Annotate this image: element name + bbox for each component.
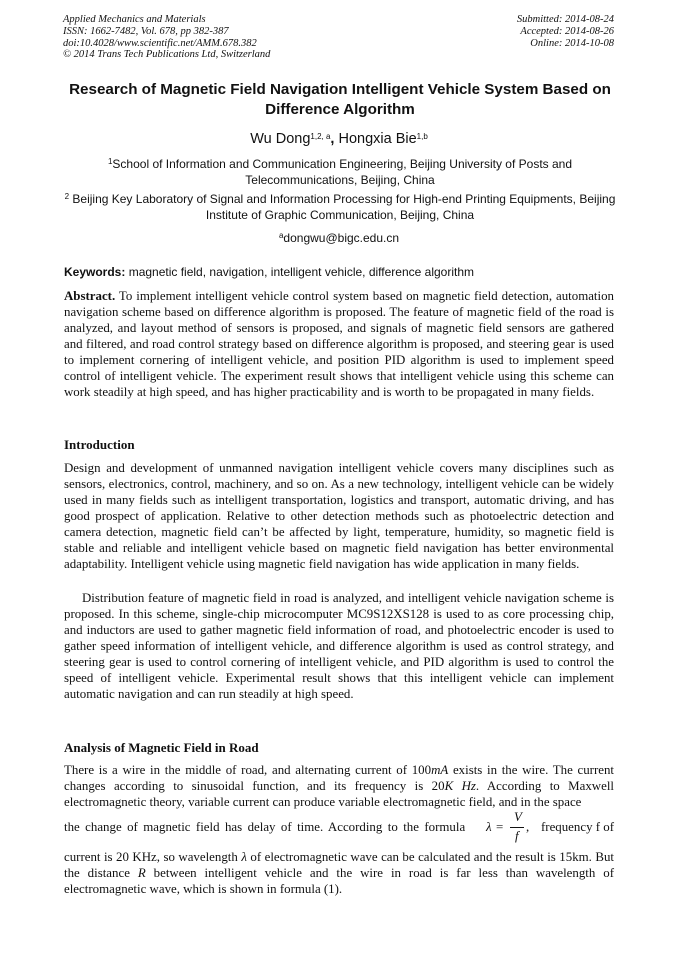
author-name: Wu Dong <box>250 131 311 147</box>
analysis-text: of electromagnetic wave can be calculated and the result is 15km. But the distance <box>64 850 614 880</box>
online-date: Online: 2014-10-08 <box>530 37 614 49</box>
analysis-paragraph-2 <box>64 849 614 897</box>
formula-comma: , <box>526 820 530 834</box>
author-separator: , <box>330 131 339 147</box>
symbol-r: R <box>137 866 146 880</box>
section-heading-analysis: Analysis of Magnetic Field in Road <box>64 740 259 755</box>
analysis-paragraph-1 <box>64 762 614 810</box>
abstract-label: Abstract. <box>64 289 116 303</box>
formula-equals: = <box>496 820 504 834</box>
formula-line <box>64 808 614 846</box>
journal-header-left <box>63 14 270 61</box>
author-list <box>0 131 678 147</box>
introduction-paragraph-2: Distribution feature of magnetic field in road is analyzed, and intelligent vehicle navigation scheme is proposed. In this scheme, single-chip microcomputer MC9S12XS128 is used to as core processing chip, and inductors are used to gather magnetic field information of road, and photoelectric encoder is used to gather speed information of intelligent vehicle, and difference algorithm is used as control strategy, and steering gear is used to control cornering of intelligent vehicle, and PID algorithm is used to control the speed of intelligent vehicle. Experimental result shows that this intelligent vehicle can implement automatic navigation and can run steadily at high speed. <box>64 591 614 701</box>
affiliation-text: Beijing Key Laboratory of Signal and Information Processing for High-end Printing Equipments, Beijing Institute of Graphic Communication, Beijing, China <box>69 192 616 222</box>
formula-trail-text: frequency f of <box>540 820 614 834</box>
keywords-label: Keywords: <box>64 265 126 279</box>
affiliation-2 <box>60 192 620 223</box>
submitted-date: Submitted: 2014-08-24 <box>516 14 614 25</box>
journal-name: Applied Mechanics and Materials <box>63 14 206 25</box>
unit-khz: K Hz <box>444 779 476 793</box>
keywords-text: magnetic field, navigation, intelligent vehicle, difference algorithm <box>125 265 475 279</box>
journal-header-right <box>517 14 614 49</box>
email-marker: a <box>278 231 284 240</box>
affiliation-marker: 1 <box>107 157 113 166</box>
unit-ma: mA <box>431 763 449 777</box>
symbol-lambda: λ <box>241 850 247 864</box>
author-name: Hongxia Bie <box>338 131 417 147</box>
copyright-line: © 2014 Trans Tech Publications Ltd, Switzerland <box>63 49 271 61</box>
author-affiliation-marker: 1,2, a <box>310 132 331 141</box>
author-email <box>0 231 678 245</box>
section-heading-introduction: Introduction <box>64 437 135 452</box>
analysis-text: exists in the wire. The current changes according to sinusoidal function, and its frequency is 20 <box>64 763 614 793</box>
doi-line: doi:10.4028/www.scientific.net/AMM.678.382 <box>63 37 257 49</box>
affiliation-1 <box>60 157 620 188</box>
author-affiliation-marker: 1,b <box>416 132 428 141</box>
introduction-paragraph-1: Design and development of unmanned navigation intelligent vehicle covers many disciplines such as sensors, electronics, control, machinery, and so on. As a new technology, intelligent vehicle can be widely used in many fields such as intelligent transportation, logistics and transport, automatic driving, and has good prospect of application. Relative to other detection methods such as photoelectric detection and camera detection, magnetic field can’t be affected by light, temperature, humidity, so magnetic field is stable and reliable and intelligent vehicle based on magnetic field navigation has better environmental adaptability. Intelligent vehicle using magnetic field navigation has wide application in many fields. <box>64 461 614 571</box>
issn-line: ISSN: 1662-7482, Vol. 678, pp 382-387 <box>63 25 229 37</box>
keywords <box>64 265 616 279</box>
accepted-date: Accepted: 2014-08-26 <box>520 25 614 37</box>
analysis-text: between intelligent vehicle and the wire in road is far less than wavelength of electromagnetic wave, which is shown in formula (1). <box>64 866 614 896</box>
abstract <box>64 288 614 400</box>
formula-lambda: λ <box>486 820 492 834</box>
abstract-text: To implement intelligent vehicle control system based on magnetic field detection, automation navigation scheme based on difference algorithm is proposed. The feature of magnetic field of the road is analyzed, and layout method of sensors is proposed, and signals of magnetic field sensors are gathered and filtered, and road control strategy based on difference algorithm is proposed, and steering gear is used to implement cornering of intelligent vehicle, and position PID algorithm is used to implement speed control of intelligent vehicle. The experiment result shows that intelligent vehicle using this scheme can work steadily at high speed, and has higher practicability and is worth to be propagated in many fields. <box>64 289 614 399</box>
analysis-text: current is 20 KHz, so wavelength <box>64 850 242 864</box>
formula-lead-text: the change of magnetic field has delay of time. According to the formula <box>64 820 466 834</box>
formula-numerator: V <box>514 810 522 824</box>
analysis-text: There is a wire in the middle of road, and alternating current of 100 <box>64 763 432 777</box>
formula-denominator: f <box>515 829 519 843</box>
paper-title: Research of Magnetic Field Navigation Intelligent Vehicle System Based on Difference Algorithm <box>69 81 611 118</box>
analysis-text: . According to Maxwell electromagnetic theory, variable current can produce variable electromagnetic field, and in the space <box>64 779 614 809</box>
email-address: dongwu@bigc.edu.cn <box>283 231 400 245</box>
fraction-bar <box>510 827 524 828</box>
affiliation-text: School of Information and Communication Engineering, Beijing University of Posts and Telecommunications, Beijing, China <box>112 157 573 187</box>
affiliation-marker: 2 <box>64 192 70 201</box>
